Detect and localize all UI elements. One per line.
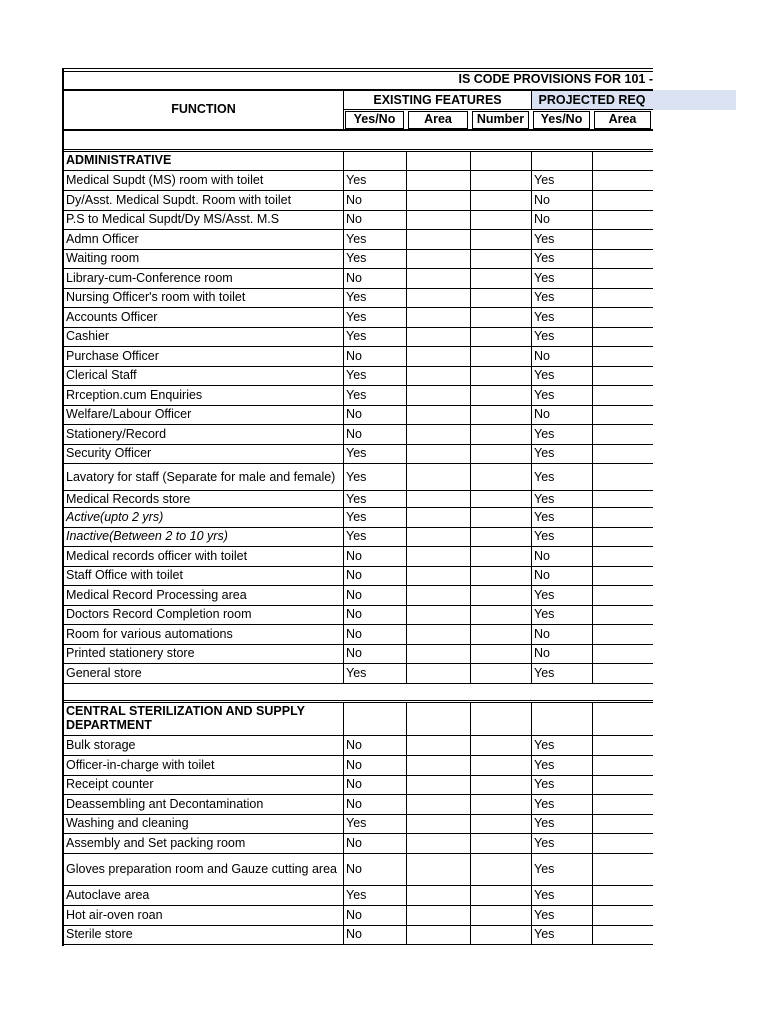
existing-number-cell[interactable] <box>470 491 531 508</box>
existing-area-cell[interactable] <box>406 249 470 269</box>
projected-yesno-cell[interactable]: Yes <box>534 491 555 506</box>
projected-area-cell[interactable] <box>592 775 653 795</box>
existing-number-cell[interactable] <box>470 191 531 211</box>
existing-yesno-cell[interactable]: No <box>346 212 362 227</box>
projected-yesno-cell[interactable]: Yes <box>534 861 555 876</box>
existing-yesno-cell[interactable]: Yes <box>346 816 367 831</box>
projected-area-cell[interactable] <box>592 386 653 406</box>
existing-number-cell[interactable] <box>470 756 531 776</box>
existing-number-cell[interactable] <box>470 508 531 528</box>
existing-number-header: Number <box>472 111 529 129</box>
existing-number-cell[interactable] <box>470 308 531 328</box>
existing-area-cell[interactable] <box>406 230 470 250</box>
function-cell: Admn Officer <box>66 232 139 247</box>
existing-yesno-cell[interactable]: No <box>346 349 362 364</box>
existing-area-cell[interactable] <box>406 644 470 664</box>
column-divider <box>406 151 407 171</box>
existing-number-cell[interactable] <box>470 386 531 406</box>
projected-yesno-cell[interactable]: Yes <box>534 758 555 773</box>
existing-area-cell[interactable] <box>406 508 470 528</box>
projected-area-cell[interactable] <box>592 269 653 289</box>
projected-yesno-cell[interactable]: Yes <box>534 329 555 344</box>
group-header-bottom <box>343 109 653 110</box>
existing-yesno-cell[interactable]: No <box>346 568 362 583</box>
projected-area-cell[interactable] <box>592 644 653 664</box>
function-cell: Hot air-oven roan <box>66 908 163 923</box>
existing-yesno-cell[interactable]: Yes <box>346 329 367 344</box>
projected-yesno-cell[interactable]: No <box>534 568 550 583</box>
existing-area-cell[interactable] <box>406 566 470 586</box>
existing-area-cell[interactable] <box>406 775 470 795</box>
existing-number-cell[interactable] <box>470 347 531 367</box>
projected-yesno-cell[interactable]: Yes <box>534 271 555 286</box>
projected-yesno-cell[interactable]: Yes <box>534 797 555 812</box>
function-cell: Doctors Record Completion room <box>66 607 252 622</box>
projected-area-cell[interactable] <box>592 625 653 645</box>
existing-number-cell[interactable] <box>470 644 531 664</box>
projected-yesno-header: Yes/No <box>533 111 590 129</box>
function-cell: Medical records officer with toilet <box>66 549 248 564</box>
existing-area-cell[interactable] <box>406 906 470 926</box>
projected-yesno-cell[interactable]: Yes <box>534 232 555 247</box>
existing-yesno-header: Yes/No <box>345 111 404 129</box>
existing-number-cell[interactable] <box>470 795 531 815</box>
function-cell: General store <box>66 666 142 681</box>
function-cell: Dy/Asst. Medical Supdt. Room with toilet <box>66 193 292 208</box>
existing-number-cell[interactable] <box>470 269 531 289</box>
existing-area-cell[interactable] <box>406 605 470 625</box>
projected-yesno-cell[interactable]: Yes <box>534 510 555 525</box>
existing-yesno-cell[interactable]: No <box>346 797 362 812</box>
existing-area-cell[interactable] <box>406 269 470 289</box>
projected-area-header: Area <box>594 111 651 129</box>
existing-yesno-cell[interactable]: Yes <box>346 251 367 266</box>
table-title: IS CODE PROVISIONS FOR 101 - <box>458 71 653 86</box>
existing-area-cell[interactable] <box>406 210 470 230</box>
existing-number-cell[interactable] <box>470 249 531 269</box>
projected-area-cell[interactable] <box>592 527 653 547</box>
function-cell: Staff Office with toilet <box>66 568 183 583</box>
projected-area-cell[interactable] <box>592 464 653 491</box>
column-divider <box>592 702 593 736</box>
projected-area-cell[interactable] <box>592 405 653 425</box>
existing-yesno-cell[interactable]: No <box>346 588 362 603</box>
section-title: CENTRAL STERILIZATION AND SUPPLY DEPARTMENT <box>66 704 305 732</box>
column-divider <box>531 151 532 171</box>
existing-yesno-cell[interactable]: No <box>346 407 362 422</box>
function-cell: Clerical Staff <box>66 368 137 383</box>
existing-number-cell[interactable] <box>470 444 531 464</box>
existing-yesno-cell[interactable]: Yes <box>346 310 367 325</box>
existing-area-cell[interactable] <box>406 586 470 606</box>
existing-area-cell[interactable] <box>406 425 470 445</box>
column-divider <box>592 151 593 171</box>
function-cell: Inactive(Between 2 to 10 yrs) <box>66 529 228 544</box>
projected-area-cell[interactable] <box>592 249 653 269</box>
existing-yesno-cell[interactable]: Yes <box>346 368 367 383</box>
existing-number-cell[interactable] <box>470 464 531 491</box>
column-divider <box>406 702 407 736</box>
existing-area-cell[interactable] <box>406 288 470 308</box>
existing-area-cell[interactable] <box>406 795 470 815</box>
projected-yesno-cell[interactable]: Yes <box>534 446 555 461</box>
existing-number-cell[interactable] <box>470 230 531 250</box>
projected-yesno-cell[interactable]: Yes <box>534 588 555 603</box>
existing-area-cell[interactable] <box>406 664 470 684</box>
projected-yesno-cell[interactable]: No <box>534 407 550 422</box>
existing-number-cell[interactable] <box>470 625 531 645</box>
existing-yesno-cell[interactable]: No <box>346 271 362 286</box>
function-cell: Printed stationery store <box>66 646 195 661</box>
projected-yesno-cell[interactable]: Yes <box>534 310 555 325</box>
projected-area-cell[interactable] <box>592 814 653 834</box>
function-cell: Deassembling ant Decontamination <box>66 797 264 812</box>
existing-area-cell[interactable] <box>406 625 470 645</box>
projected-area-cell[interactable] <box>592 736 653 756</box>
existing-area-cell[interactable] <box>406 191 470 211</box>
projected-header: PROJECTED REQ <box>538 92 646 107</box>
function-cell: Nursing Officer's room with toilet <box>66 290 246 305</box>
projected-area-cell[interactable] <box>592 853 653 886</box>
existing-yesno-cell[interactable]: Yes <box>346 388 367 403</box>
existing-number-cell[interactable] <box>470 834 531 854</box>
projected-yesno-cell[interactable]: No <box>534 627 550 642</box>
projected-yesno-cell[interactable]: Yes <box>534 529 555 544</box>
existing-number-cell[interactable] <box>470 906 531 926</box>
existing-area-cell[interactable] <box>406 925 470 945</box>
existing-yesno-cell[interactable]: Yes <box>346 290 367 305</box>
function-cell: Rrception.cum Enquiries <box>66 388 203 403</box>
existing-number-cell[interactable] <box>470 425 531 445</box>
projected-yesno-cell[interactable]: No <box>534 349 550 364</box>
projected-yesno-cell[interactable]: No <box>534 646 550 661</box>
projected-area-cell[interactable] <box>592 886 653 906</box>
existing-number-cell[interactable] <box>470 566 531 586</box>
column-divider <box>343 702 344 736</box>
projected-area-cell[interactable] <box>592 756 653 776</box>
projected-yesno-cell[interactable]: Yes <box>534 888 555 903</box>
projected-area-cell[interactable] <box>592 925 653 945</box>
existing-yesno-cell[interactable]: No <box>346 738 362 753</box>
existing-area-cell[interactable] <box>406 444 470 464</box>
function-cell: Security Officer <box>66 446 152 461</box>
column-divider <box>343 151 344 171</box>
projected-area-cell[interactable] <box>592 547 653 567</box>
existing-number-cell[interactable] <box>470 814 531 834</box>
function-cell: Officer-in-charge with toilet <box>66 758 215 773</box>
existing-number-cell[interactable] <box>470 586 531 606</box>
function-cell: Sterile store <box>66 927 133 942</box>
existing-area-cell[interactable] <box>406 756 470 776</box>
function-cell: Bulk storage <box>66 738 136 753</box>
function-cell: Assembly and Set packing room <box>66 836 246 851</box>
existing-number-cell[interactable] <box>470 547 531 567</box>
function-cell: Gloves preparation room and Gauze cutting area <box>66 861 337 876</box>
function-cell: Medical Records store <box>66 491 191 506</box>
existing-number-cell[interactable] <box>470 527 531 547</box>
function-cell: Medical Supdt (MS) room with toilet <box>66 173 264 188</box>
spacer-row-border <box>62 700 653 701</box>
projected-yesno-cell[interactable]: Yes <box>534 908 555 923</box>
header-bottom-border <box>62 129 653 131</box>
existing-yesno-cell[interactable]: No <box>346 908 362 923</box>
projected-area-cell[interactable] <box>592 425 653 445</box>
table-top-border <box>62 68 653 69</box>
projected-area-cell[interactable] <box>592 444 653 464</box>
projected-area-cell[interactable] <box>592 191 653 211</box>
existing-yesno-cell[interactable]: No <box>346 836 362 851</box>
existing-area-cell[interactable] <box>406 853 470 886</box>
function-cell: Medical Record Processing area <box>66 588 247 603</box>
existing-number-cell[interactable] <box>470 288 531 308</box>
existing-area-cell[interactable] <box>406 736 470 756</box>
existing-number-cell[interactable] <box>470 664 531 684</box>
projected-area-cell[interactable] <box>592 491 653 508</box>
existing-yesno-cell[interactable]: Yes <box>346 469 367 484</box>
function-header: FUNCTION <box>171 102 236 117</box>
projected-area-cell[interactable] <box>592 210 653 230</box>
projected-area-cell[interactable] <box>592 308 653 328</box>
existing-number-cell[interactable] <box>470 605 531 625</box>
projected-area-cell[interactable] <box>592 508 653 528</box>
existing-features-header: EXISTING FEATURES <box>373 92 502 107</box>
column-divider <box>531 702 532 736</box>
projected-area-cell[interactable] <box>592 230 653 250</box>
projected-area-cell[interactable] <box>592 566 653 586</box>
existing-yesno-cell[interactable]: No <box>346 427 362 442</box>
function-cell: Stationery/Record <box>66 427 167 442</box>
column-divider <box>470 702 471 736</box>
projected-area-cell[interactable] <box>592 288 653 308</box>
projected-area-cell[interactable] <box>592 795 653 815</box>
existing-number-cell[interactable] <box>470 853 531 886</box>
function-cell: Autoclave area <box>66 888 150 903</box>
spacer-row-border <box>62 149 653 150</box>
existing-area-cell[interactable] <box>406 547 470 567</box>
group-header-divider <box>531 91 532 110</box>
existing-yesno-cell[interactable]: Yes <box>346 529 367 544</box>
existing-yesno-cell[interactable]: Yes <box>346 510 367 525</box>
existing-yesno-cell[interactable]: No <box>346 627 362 642</box>
existing-area-cell[interactable] <box>406 886 470 906</box>
function-cell: Welfare/Labour Officer <box>66 407 192 422</box>
existing-yesno-cell[interactable]: Yes <box>346 888 367 903</box>
function-cell: Accounts Officer <box>66 310 158 325</box>
function-cell: Cashier <box>66 329 110 344</box>
existing-number-cell[interactable] <box>470 366 531 386</box>
existing-area-cell[interactable] <box>406 366 470 386</box>
projected-area-cell[interactable] <box>592 586 653 606</box>
section-title: ADMINISTRATIVE <box>66 153 172 168</box>
projected-yesno-cell[interactable]: No <box>534 212 550 227</box>
existing-area-cell[interactable] <box>406 308 470 328</box>
projected-area-cell[interactable] <box>592 366 653 386</box>
existing-number-cell[interactable] <box>470 210 531 230</box>
existing-number-cell[interactable] <box>470 736 531 756</box>
projected-yesno-cell[interactable]: Yes <box>534 607 555 622</box>
existing-area-cell[interactable] <box>406 327 470 347</box>
projected-area-cell[interactable] <box>592 906 653 926</box>
existing-area-cell[interactable] <box>406 464 470 491</box>
projected-yesno-cell[interactable]: Yes <box>534 927 555 942</box>
existing-number-cell[interactable] <box>470 775 531 795</box>
existing-yesno-cell[interactable]: No <box>346 777 362 792</box>
projected-yesno-cell[interactable]: Yes <box>534 666 555 681</box>
function-cell: Room for various automations <box>66 627 233 642</box>
projected-yesno-cell[interactable]: Yes <box>534 777 555 792</box>
projected-area-cell[interactable] <box>592 327 653 347</box>
existing-yesno-cell[interactable]: No <box>346 861 362 876</box>
existing-yesno-cell[interactable]: No <box>346 193 362 208</box>
projected-yesno-cell[interactable]: No <box>534 549 550 564</box>
projected-yesno-cell[interactable]: Yes <box>534 251 555 266</box>
existing-area-cell[interactable] <box>406 814 470 834</box>
function-cell: Lavatory for staff (Separate for male and female) <box>66 469 336 484</box>
existing-number-cell[interactable] <box>470 886 531 906</box>
existing-area-header: Area <box>408 111 468 129</box>
existing-area-cell[interactable] <box>406 171 470 191</box>
existing-number-cell[interactable] <box>470 327 531 347</box>
projected-yesno-cell[interactable]: Yes <box>534 173 555 188</box>
existing-number-cell[interactable] <box>470 925 531 945</box>
projected-area-cell[interactable] <box>592 171 653 191</box>
projected-yesno-cell[interactable]: Yes <box>534 836 555 851</box>
existing-area-cell[interactable] <box>406 491 470 508</box>
existing-area-cell[interactable] <box>406 347 470 367</box>
column-divider <box>470 151 471 171</box>
function-cell: Library-cum-Conference room <box>66 271 233 286</box>
projected-yesno-cell[interactable]: Yes <box>534 427 555 442</box>
function-cell: Receipt counter <box>66 777 154 792</box>
existing-yesno-cell[interactable]: No <box>346 549 362 564</box>
function-cell: Washing and cleaning <box>66 816 189 831</box>
existing-area-cell[interactable] <box>406 405 470 425</box>
projected-yesno-cell[interactable]: Yes <box>534 368 555 383</box>
projected-yesno-cell[interactable]: Yes <box>534 388 555 403</box>
spreadsheet-table <box>62 68 653 946</box>
existing-area-cell[interactable] <box>406 386 470 406</box>
existing-number-cell[interactable] <box>470 171 531 191</box>
function-cell: Purchase Officer <box>66 349 159 364</box>
projected-yesno-cell[interactable]: Yes <box>534 738 555 753</box>
existing-area-cell[interactable] <box>406 834 470 854</box>
existing-area-cell[interactable] <box>406 527 470 547</box>
function-cell: Active(upto 2 yrs) <box>66 510 164 525</box>
existing-yesno-cell[interactable]: No <box>346 758 362 773</box>
function-cell: Waiting room <box>66 251 140 266</box>
projected-area-cell[interactable] <box>592 347 653 367</box>
projected-yesno-cell[interactable]: Yes <box>534 469 555 484</box>
projected-yesno-cell[interactable]: Yes <box>534 816 555 831</box>
projected-area-cell[interactable] <box>592 664 653 684</box>
existing-number-cell[interactable] <box>470 405 531 425</box>
existing-yesno-cell[interactable]: No <box>346 646 362 661</box>
projected-yesno-cell[interactable]: No <box>534 193 550 208</box>
existing-yesno-cell[interactable]: Yes <box>346 446 367 461</box>
existing-yesno-cell[interactable]: Yes <box>346 232 367 247</box>
existing-yesno-cell[interactable]: Yes <box>346 173 367 188</box>
existing-yesno-cell[interactable]: Yes <box>346 666 367 681</box>
projected-area-cell[interactable] <box>592 605 653 625</box>
projected-area-cell[interactable] <box>592 834 653 854</box>
projected-yesno-cell[interactable]: Yes <box>534 290 555 305</box>
existing-yesno-cell[interactable]: No <box>346 927 362 942</box>
existing-yesno-cell[interactable]: No <box>346 607 362 622</box>
existing-yesno-cell[interactable]: Yes <box>346 491 367 506</box>
function-cell: P.S to Medical Supdt/Dy MS/Asst. M.S <box>66 212 280 227</box>
